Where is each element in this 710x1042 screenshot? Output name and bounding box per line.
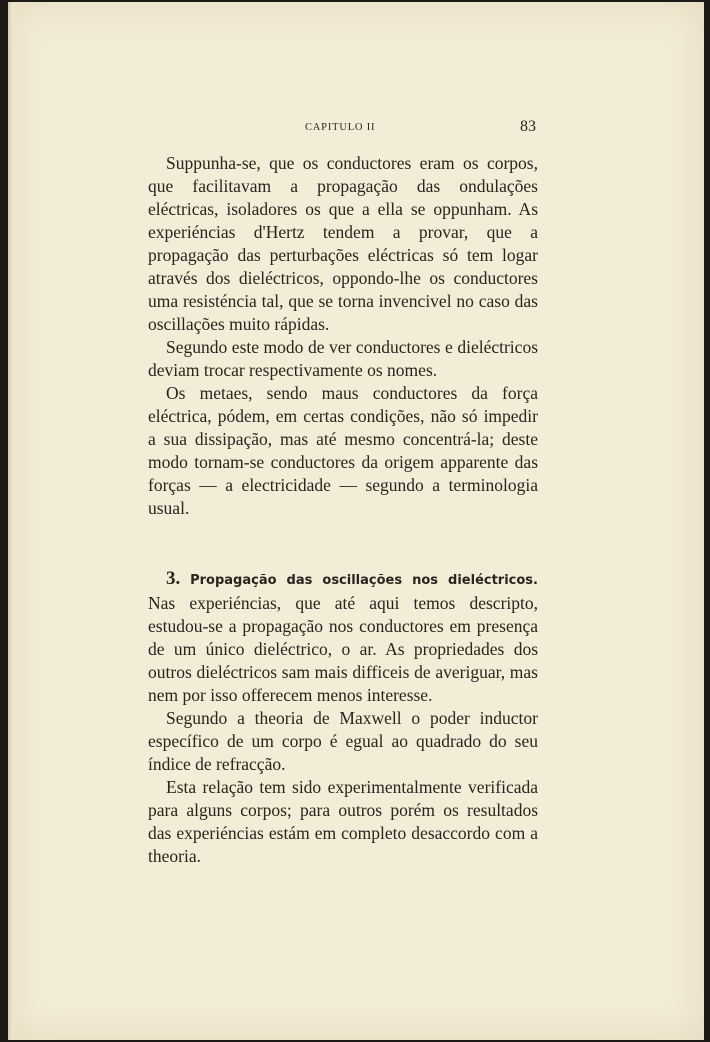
section-paragraph-1: Segundo a theoria de Maxwell o poder inductor específico de um corpo é egual ao quadrado do seu índice de refracção. bbox=[148, 708, 538, 774]
page-header bbox=[0, 116, 710, 140]
section-heading-paragraph bbox=[148, 567, 538, 707]
running-title: CAPITULO II bbox=[305, 122, 376, 133]
page-body bbox=[148, 152, 538, 868]
page-number: 83 bbox=[520, 118, 536, 135]
section-3 bbox=[148, 567, 538, 868]
paragraph-2: Segundo este modo de ver conductores e dieléctricos deviam trocar respectivamente os nomes. bbox=[148, 337, 538, 380]
page-gutter bbox=[8, 2, 14, 1040]
section-title: Propagação das oscillações nos dieléctricos. bbox=[190, 573, 538, 588]
section-number: 3. bbox=[166, 568, 181, 589]
section-first-paragraph: Nas experiéncias, que até aqui temos descripto, estudou-se a propagação nos conductores em presença de um único dieléctrico, o ar. As propriedades dos outros dieléctricos sam mais difficeis de averiguar, mas nem por isso offerecem menos interesse. bbox=[148, 593, 538, 705]
paragraph-1: Suppunha-se, que os conductores eram os corpos, que facilitavam a propagação das ondulações eléctricas, isoladores os que a ella se oppunham. As experiéncias d'Hertz tendem a provar, que a propagação das perturbações eléctricas só tem logar através dos dieléctricos, oppondo-lhe os conductores uma resisténcia tal, que se torna invencivel no caso das oscillações muito rápidas. bbox=[148, 153, 538, 334]
paragraph-3: Os metaes, sendo maus conductores da força eléctrica, pódem, em certas condições, não só impedir a sua dissipação, mas até mesmo concentrá-la; deste modo tornam-se conductores da origem apparente das forças — a electricidade — segundo a terminologia usual. bbox=[148, 383, 538, 518]
section-paragraph-2: Esta relação tem sido experimentalmente verificada para alguns corpos; para outros porém os resultados das experiéncias estám em completo desaccordo com a theoria. bbox=[148, 777, 538, 866]
section-body bbox=[148, 707, 538, 868]
